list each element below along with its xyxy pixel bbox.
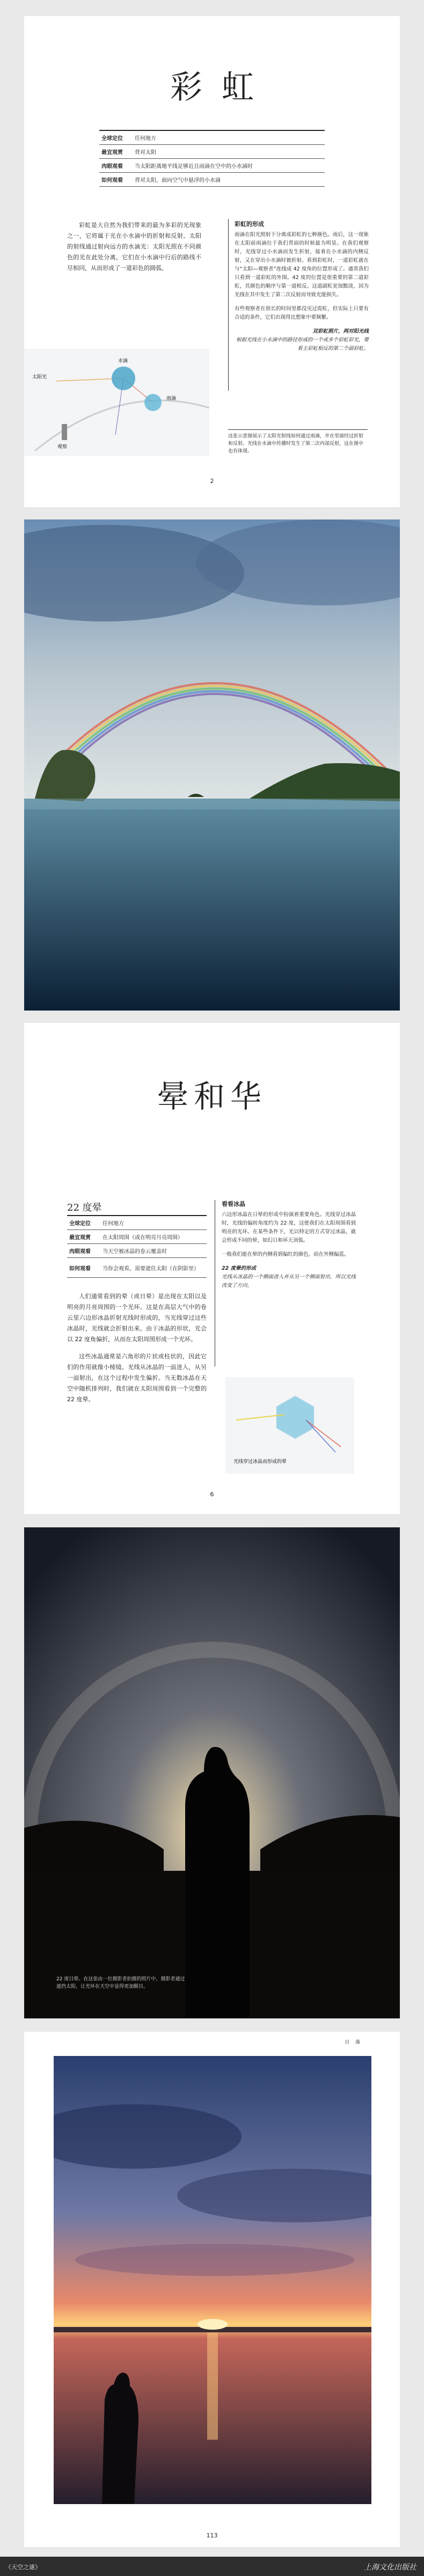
sidebar-ice-crystal: 看看冰晶 六边形冰晶在日晕的形成中扮演着重要角色。光线穿过冰晶时，光线的偏转角度约为 22 度，这使我们在太阳周围看到明亮的光环。在某些条件下，光以特定的方式穿过冰晶，就会形成不同的晕，如幻日和环天顶弧。 一般我们能在晕的内侧看到偏红的颜色，而在外侧偏蓝。 22 度晕的形成 光线从冰晶的一个侧面进入并从另一个侧面射出，所以光线改变了方向。 bbox=[222, 1200, 356, 1290]
page-title: 彩虹 bbox=[170, 69, 273, 106]
diagram-svg bbox=[225, 1377, 354, 1474]
page-sunset bbox=[24, 2032, 400, 2547]
sidebar-heading: 看看冰晶 bbox=[222, 1201, 245, 1208]
info-row: 肉眼观看 当天空被冰晶的卷云覆盖时 bbox=[67, 1244, 207, 1258]
running-header: 日 落 bbox=[345, 2040, 362, 2045]
diagram-label-sunlight: 太阳光 bbox=[32, 375, 47, 380]
section-heading: 22 度晕 bbox=[67, 1202, 102, 1213]
photo-caption: 22 度日晕。在这张由一位摄影者拍摄的照片中，摄影者通过遮挡太阳，让光环在天空中显得更加醒目。 bbox=[56, 1977, 185, 1989]
sidebar-caption-title: 22 度晕的形成 bbox=[222, 1265, 257, 1271]
info-row: 全球定位 任何地方 bbox=[99, 130, 325, 145]
sidebar-caption-title: 双彩虹照片，两对阳光线 bbox=[312, 328, 369, 334]
rainbow-photo bbox=[24, 519, 400, 1011]
page-halo-photo bbox=[24, 1527, 400, 2018]
info-row: 最宜观赏 在太阳周围（或在明亮月亮周围） bbox=[67, 1230, 207, 1244]
info-row: 肉眼观看 当太阳距离地平线足够近且雨滴在空中的小水滴时 bbox=[99, 159, 325, 173]
info-table bbox=[99, 130, 325, 187]
diagram-label-observer: 观察 bbox=[57, 444, 68, 450]
diagram-caption: 这张示意图展示了太阳光射线如何通过雨滴，并在里面经过折射和反射。光线在水滴中传播时发生了第二次内部反射，这在图中也有体现。 bbox=[228, 434, 364, 454]
column-divider bbox=[228, 219, 229, 391]
body-text: 人们通常看到的晕（或日晕）是出现在太阳以及明亮的月亮周围的一个光环。这是在高层大气中的卷云里六边形冰晶折射光线时形成的，当光线穿过这些冰晶时，光线就会折射出来。由于冰晶的形状，光会以 22 度角偏折，从而在太阳周围形成一个光环。 这些冰晶通常是六角形的片状或柱状的，因此它们的作用就像小棱镜。光线从冰晶的一面进入，从另一面射出，在这个过程中发生偏折。当无数冰晶在天空中随机排列时，我们就在太阳周围看到一个完整的 22 度晕。 bbox=[67, 1293, 207, 1403]
sidebar-caption: 根据光线在小水滴中的路径形成的一个或多个彩虹彩光，要看主彩虹相反的第二个副彩虹。 bbox=[236, 337, 369, 352]
diagram-svg bbox=[24, 349, 209, 456]
sidebar-caption: 光线从冰晶的一个侧面进入并从另一个侧面射出，所以光线改变了方向。 bbox=[222, 1274, 356, 1289]
halo-photo bbox=[24, 1527, 400, 2018]
info-row: 全球定位 任何地方 bbox=[67, 1215, 207, 1230]
diagram-label: 光线穿过冰晶而形成的晕 bbox=[233, 1459, 287, 1465]
sidebar-rainbow-formation: 彩虹的形成 雨滴在阳光照射下分离成彩虹的七种颜色。雨后，这一现象在太阳前雨滴位于我们背面的时候最为明显。在我们观察时，光线穿过小水滴而发生折射，接着在小水滴的内侧反射，又在穿出小水滴时被折射。看到彩虹时，一道彩虹就在与“太阳—观察者”连线成 42 度角的位置形成了。通常我们只看到一道彩虹的外围。42 度的位置是很重要的第二道彩虹，其颜色的顺序与第一道相反。这道副虹更加黯淡，因为光线在其中发生了第二次反射而导致光能损失。 有些观察者在很长的时间里都没见过霓虹，但实际上只要有合适的条件，它们出现得比想象中要频繁。 双彩虹照片，两对阳光线 根据光线在小水滴中的路径形成的一个或多个彩虹彩光，要看主彩虹相反的第二个副彩虹。 bbox=[235, 220, 369, 353]
page-number: 6 bbox=[210, 1491, 214, 1498]
page-number: 2 bbox=[210, 478, 214, 485]
sunset-photo bbox=[54, 2056, 371, 2504]
body-text: 彩虹是大自然为我们带来的最为多彩的光现象之一，它将属于光在小水滴中的折射和反射。太阳的射线通过射向远方的水滴光：太阳光照在不同颜色的光在此处分离，它们在小水滴中行后的路线不尽相同，从而形成了一道彩色的圆弧。 bbox=[67, 222, 201, 272]
publisher-logo: 上海文化出版社 bbox=[364, 2563, 416, 2572]
book-title: 《天空之谜》 bbox=[5, 2564, 41, 2571]
page-number: 113 bbox=[206, 2532, 218, 2539]
diagram-label-drop: 水滴 bbox=[118, 358, 128, 364]
info-table bbox=[67, 1215, 207, 1278]
page-halo bbox=[24, 1023, 400, 1514]
page-rainbow-photo bbox=[24, 519, 400, 1011]
sidebar-heading: 彩虹的形成 bbox=[235, 221, 264, 228]
page-rainbow bbox=[24, 16, 400, 507]
ice-crystal-diagram bbox=[225, 1377, 354, 1474]
diagram-label-raindrop: 雨滴 bbox=[166, 396, 177, 401]
rainbow-diagram bbox=[24, 349, 209, 456]
info-row: 如何观看 背对太阳，面向空气中悬浮的小水滴 bbox=[99, 173, 325, 187]
info-row: 如何观看 当你会观看，需要遮住太阳（在阴影里） bbox=[67, 1258, 207, 1278]
page-title: 晕和华 bbox=[157, 1078, 267, 1115]
footer-bar bbox=[0, 2557, 424, 2576]
caption-rule bbox=[228, 429, 368, 430]
info-row: 最宜观赏 背对太阳 bbox=[99, 145, 325, 159]
